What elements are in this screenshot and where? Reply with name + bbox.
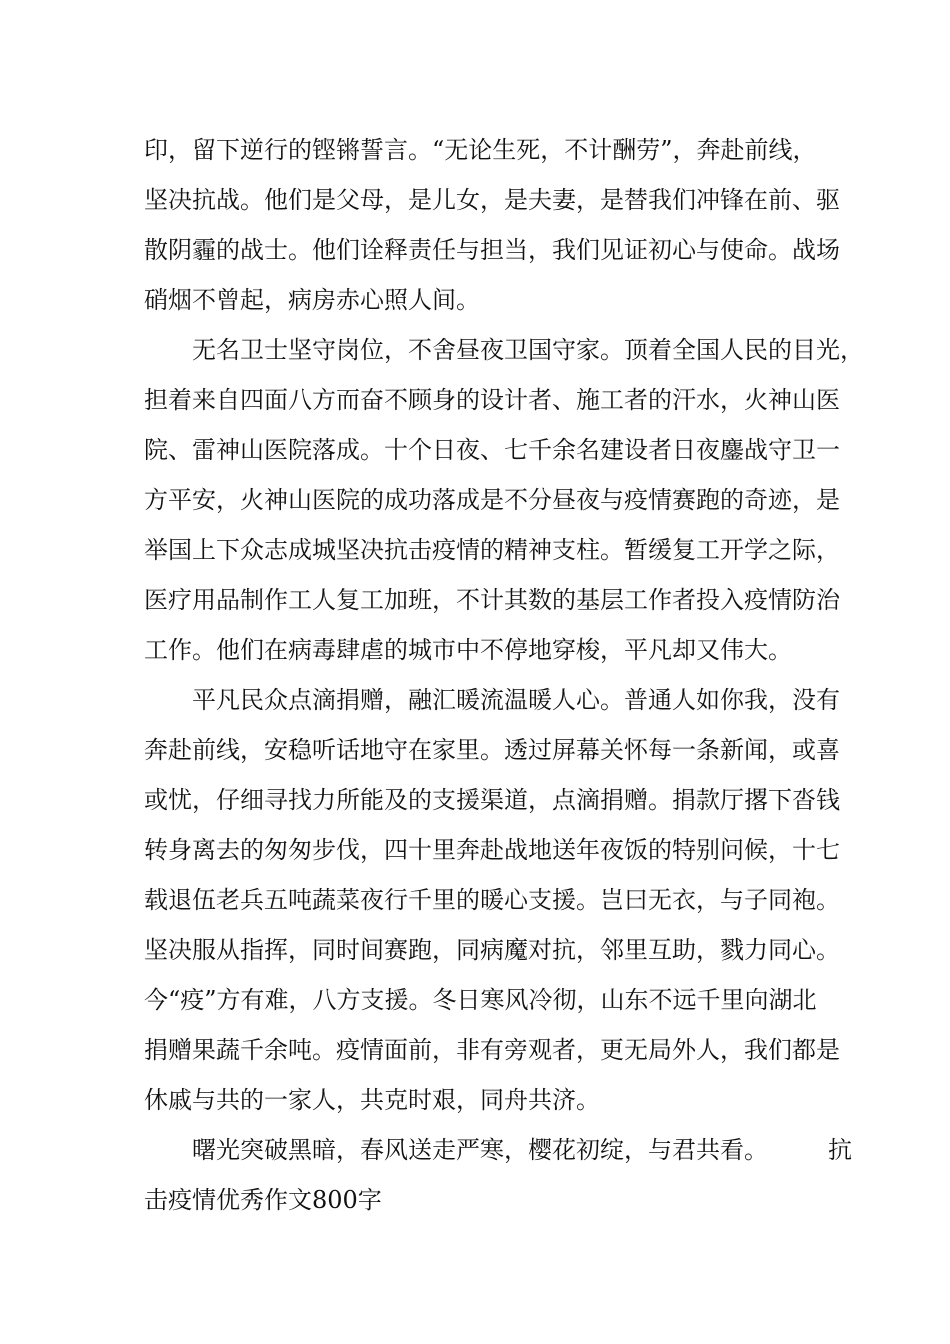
text-line: 医疗用品制作工人复工加班，不计其数的基层工作者投入疫情防治: [144, 586, 840, 614]
text-line: 捐赠果蔬千余吨。疫情面前，非有旁观者，更无局外人，我们都是: [144, 1036, 840, 1064]
text-line: 今“疫”方有难，八方支援。冬日寒风冷彻，山东不远千里向湖北: [144, 986, 817, 1014]
text-line: 击疫情优秀作文800字: [144, 1186, 382, 1214]
text-line: 工作。他们在病毒肆虐的城市中不停地穿梭，平凡却又伟大。: [144, 636, 792, 664]
text-line: 平凡民众点滴捐赠，融汇暖流温暖人心。普通人如你我，没有: [144, 686, 840, 714]
text-line: 印，留下逆行的铿锵誓言。“无论生死，不计酬劳”，奔赴前线，: [144, 136, 817, 164]
text-line: 曙光突破黑暗，春风送走严寒，樱花初绽，与君共看。 抗: [144, 1136, 852, 1164]
text-line: 奔赴前线，安稳听话地守在家里。透过屏幕关怀每一条新闻，或喜: [144, 736, 840, 764]
text-line: 方平安，火神山医院的成功落成是不分昼夜与疫情赛跑的奇迹，是: [144, 486, 840, 514]
text-line: 无名卫士坚守岗位，不舍昼夜卫国守家。顶着全国人民的目光，: [144, 336, 864, 364]
text-line: 坚决服从指挥，同时间赛跑，同病魔对抗，邻里互助，戮力同心。: [144, 936, 840, 964]
text-line: 担着来自四面八方而奋不顾身的设计者、施工者的汗水，火神山医: [144, 386, 840, 414]
text-line: 转身离去的匆匆步伐，四十里奔赴战地送年夜饭的特别问候，十七: [144, 836, 840, 864]
text-line: 散阴霾的战士。他们诠释责任与担当，我们见证初心与使命。战场: [144, 236, 840, 264]
text-line: 举国上下众志成城坚决抗击疫情的精神支柱。暂缓复工开学之际，: [144, 536, 840, 564]
text-line: 载退伍老兵五吨蔬菜夜行千里的暖心支援。岂曰无衣，与子同袍。: [144, 886, 840, 914]
text-line: 院、雷神山医院落成。十个日夜、七千余名建设者日夜鏖战守卫一: [144, 436, 840, 464]
text-line: 坚决抗战。他们是父母，是儿女，是夫妻，是替我们冲锋在前、驱: [144, 186, 840, 214]
text-line: 硝烟不曾起，病房赤心照人间。: [144, 286, 480, 314]
text-line: 休戚与共的一家人，共克时艰，同舟共济。: [144, 1086, 600, 1114]
text-line: 或忧，仔细寻找力所能及的支援渠道，点滴捐赠。捐款厅撂下沓钱: [144, 786, 840, 814]
